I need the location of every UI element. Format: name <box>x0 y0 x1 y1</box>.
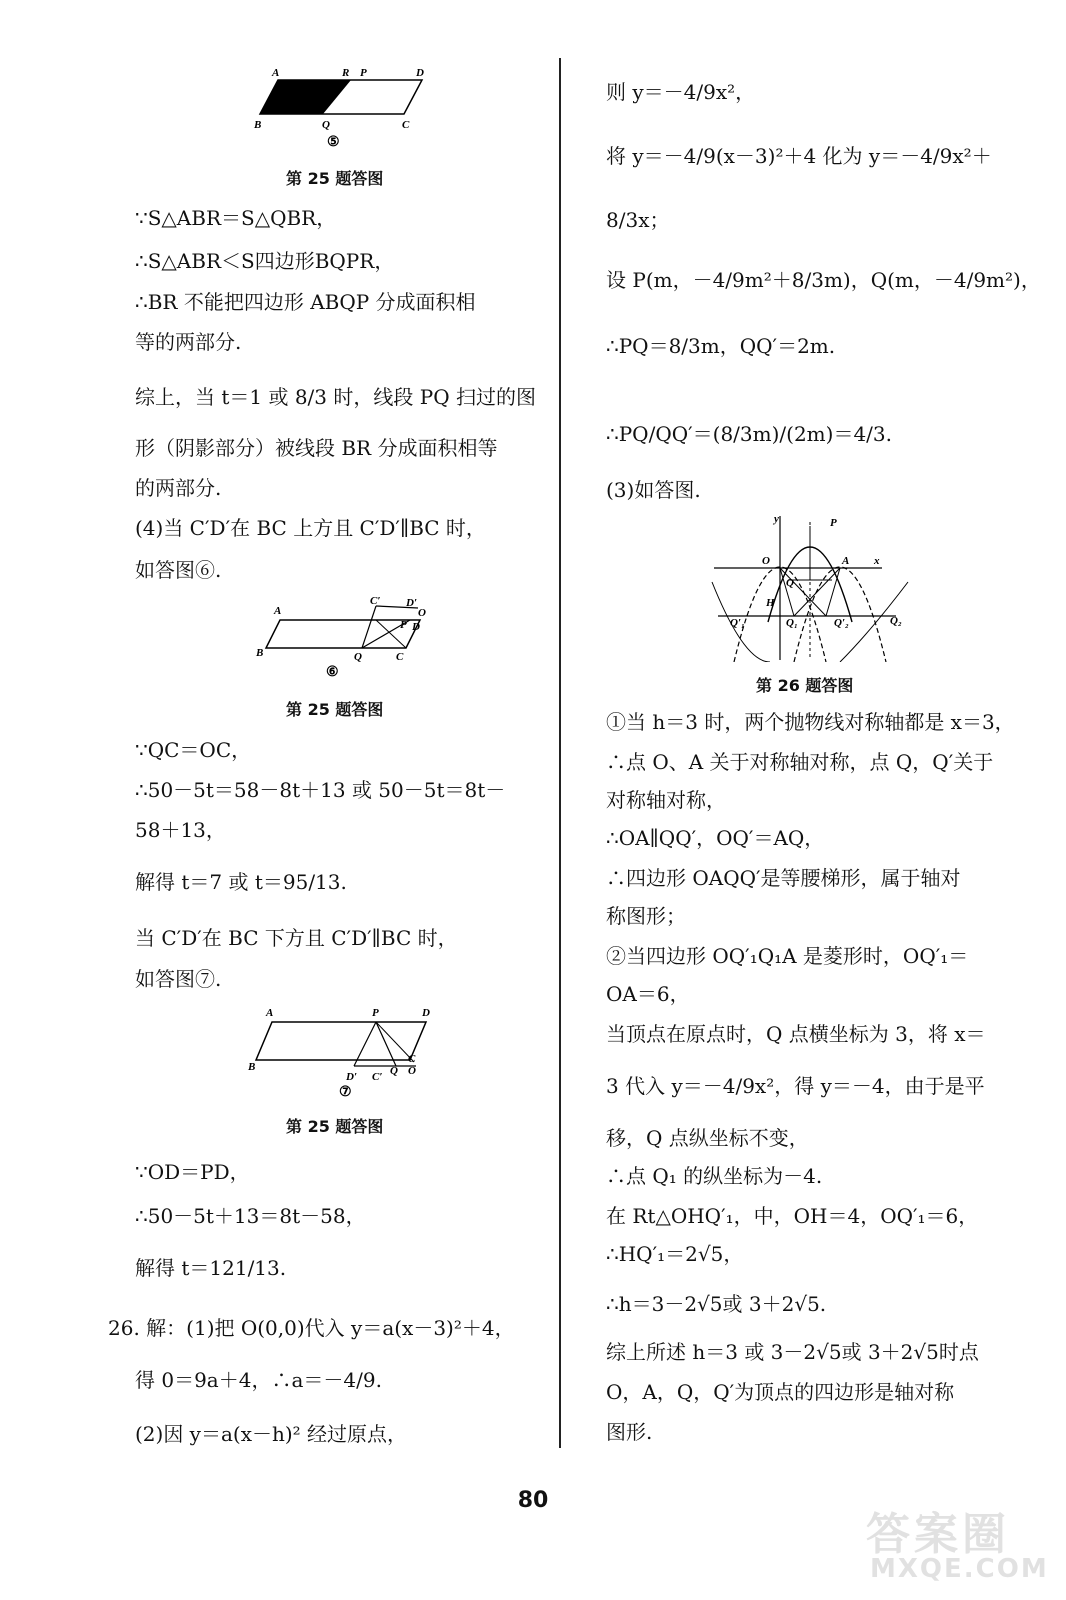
text-line: 得 0＝9a＋4，∴a＝－4/9. <box>135 1368 382 1392</box>
text-line: 设 P(m，－4/9m²＋8/3m)，Q(m，－4/9m²)， <box>606 268 1041 292</box>
svg-text:Q′₁: Q′₁ <box>730 617 745 629</box>
svg-text:O: O <box>762 555 770 567</box>
text-line: O，A，Q，Q′为顶点的四边形是轴对称 <box>606 1380 955 1404</box>
svg-text:C: C <box>402 119 410 131</box>
text-line: ∴h＝3－2√5或 3＋2√5. <box>606 1292 827 1316</box>
svg-text:B: B <box>254 119 262 131</box>
figure-label: ⑦ <box>339 1085 352 1100</box>
svg-text:Q′₂: Q′₂ <box>834 617 849 629</box>
text-line: 对称轴对称， <box>606 788 726 812</box>
text-line: 则 y＝－4/9x²， <box>606 80 756 104</box>
text-line: 图形. <box>606 1420 653 1444</box>
page-number: 80 <box>517 1488 549 1513</box>
svg-text:Q: Q <box>390 1065 398 1077</box>
watermark-url: MXQE.COM <box>870 1554 1049 1584</box>
svg-text:B: B <box>248 1061 256 1073</box>
text-line: ∵QC＝OC， <box>135 738 252 762</box>
text-line: ∴BR 不能把四边形 ABQP 分成面积相 <box>135 290 476 314</box>
watermark-text: 答案圈 <box>866 1509 1010 1560</box>
figure-caption: 第 25 题答图 <box>286 169 384 188</box>
text-line: ∴四边形 OAQQ′是等腰梯形，属于轴对 <box>606 866 961 890</box>
svg-text:A: A <box>266 1007 274 1019</box>
svg-text:O: O <box>418 607 426 619</box>
svg-text:C′: C′ <box>372 1071 383 1083</box>
figure-25-7 <box>246 1004 446 1104</box>
text-line: ①当 h＝3 时，两个抛物线对称轴都是 x＝3， <box>606 710 1015 734</box>
text-line: ∵S△ABR＝S△QBR， <box>135 206 337 230</box>
figure-caption: 第 26 题答图 <box>756 676 854 695</box>
svg-text:A: A <box>274 605 282 617</box>
svg-text:C′: C′ <box>370 595 381 607</box>
svg-text:Q: Q <box>354 651 362 663</box>
text-line: ∵OD＝PD， <box>135 1160 250 1184</box>
text-line: 如答图⑥. <box>135 558 222 582</box>
svg-text:B: B <box>256 647 264 659</box>
text-line: 58＋13， <box>135 818 226 842</box>
figure-label: ⑥ <box>326 665 339 680</box>
text-line: 移，Q 点纵坐标不变， <box>606 1126 809 1150</box>
text-line: (2)因 y＝a(x－h)² 经过原点， <box>135 1422 408 1446</box>
svg-text:R: R <box>342 67 350 79</box>
svg-text:D: D <box>416 67 424 79</box>
text-line: 如答图⑦. <box>135 967 222 991</box>
svg-text:A: A <box>272 67 280 79</box>
figure-label: ⑤ <box>327 135 340 150</box>
text-line: ∴50－5t＝58－8t＋13 或 50－5t＝8t－ <box>135 778 506 802</box>
text-line: 在 Rt△OHQ′₁，中，OH＝4，OQ′₁＝6， <box>606 1204 979 1228</box>
watermark-logo <box>866 1498 1049 1588</box>
text-line: (3)如答图. <box>606 478 701 502</box>
svg-text:C: C <box>396 651 404 663</box>
svg-text:Q₂: Q₂ <box>890 615 902 627</box>
text-line: 将 y＝－4/9(x－3)²＋4 化为 y＝－4/9x²＋ <box>606 144 992 168</box>
svg-text:H: H <box>766 597 775 609</box>
text-line: ②当四边形 OQ′₁Q₁A 是菱形时，OQ′₁＝ <box>606 944 969 968</box>
text-line: (4)当 C′D′在 BC 上方且 C′D′∥BC 时， <box>135 516 486 540</box>
figure-25-6 <box>250 594 440 684</box>
svg-text:Q: Q <box>322 119 330 131</box>
svg-text:A: A <box>842 555 850 567</box>
column-divider <box>559 58 561 1448</box>
text-line: 等的两部分. <box>135 330 242 354</box>
figure-26 <box>710 512 910 662</box>
svg-text:P: P <box>372 1007 379 1019</box>
text-line: 综上，当 t＝1 或 8/3 时，线段 PQ 扫过的图 <box>135 385 536 409</box>
figure-25-5 <box>250 62 440 154</box>
svg-text:D′: D′ <box>346 1071 358 1083</box>
text-line: 3 代入 y＝－4/9x²，得 y＝－4，由于是平 <box>606 1074 985 1098</box>
text-line: ∴50－5t＋13＝8t－58， <box>135 1204 366 1228</box>
text-line: ∴PQ＝8/3m，QQ′＝2m. <box>606 334 836 358</box>
svg-text:P: P <box>360 67 367 79</box>
figure-caption: 第 25 题答图 <box>286 1117 384 1136</box>
text-line: 当顶点在原点时，Q 点横坐标为 3，将 x＝ <box>606 1022 986 1046</box>
text-line: 的两部分. <box>135 476 222 500</box>
text-line: 形（阴影部分）被线段 BR 分成面积相等 <box>135 436 498 460</box>
svg-text:Q: Q <box>786 577 794 589</box>
svg-text:D′: D′ <box>406 597 418 609</box>
text-line: 称图形； <box>606 904 686 928</box>
svg-text:y: y <box>774 513 779 525</box>
svg-text:D: D <box>412 621 420 633</box>
text-line: ∴OA∥QQ′，OQ′＝AQ， <box>606 826 825 850</box>
figure-caption: 第 25 题答图 <box>286 700 384 719</box>
text-line: 当 C′D′在 BC 下方且 C′D′∥BC 时， <box>135 926 458 950</box>
svg-text:O: O <box>408 1065 416 1077</box>
svg-text:D: D <box>422 1007 430 1019</box>
text-line: ∴点 Q₁ 的纵坐标为－4. <box>606 1164 823 1188</box>
text-line: 8/3x； <box>606 208 670 232</box>
svg-text:P: P <box>400 619 407 631</box>
text-line: ∴S△ABR＜S四边形BQPR， <box>135 249 395 273</box>
svg-text:P: P <box>830 517 837 529</box>
svg-text:C: C <box>408 1053 416 1065</box>
text-line: 综上所述 h＝3 或 3－2√5或 3＋2√5时点 <box>606 1340 979 1364</box>
text-line: ∴HQ′₁＝2√5， <box>606 1242 744 1266</box>
text-line: 解得 t＝121/13. <box>135 1256 287 1280</box>
svg-text:Q₁: Q₁ <box>786 617 798 629</box>
text-line: 解得 t＝7 或 t＝95/13. <box>135 870 347 894</box>
svg-text:x: x <box>874 555 880 567</box>
text-line: ∴PQ/QQ′＝(8/3m)/(2m)＝4/3. <box>606 422 892 446</box>
text-line: 26. 解：(1)把 O(0,0)代入 y＝a(x－3)²＋4， <box>108 1316 515 1340</box>
text-line: OA＝6， <box>606 982 690 1006</box>
text-line: ∴点 O、A 关于对称轴对称，点 Q，Q′关于 <box>606 750 994 774</box>
